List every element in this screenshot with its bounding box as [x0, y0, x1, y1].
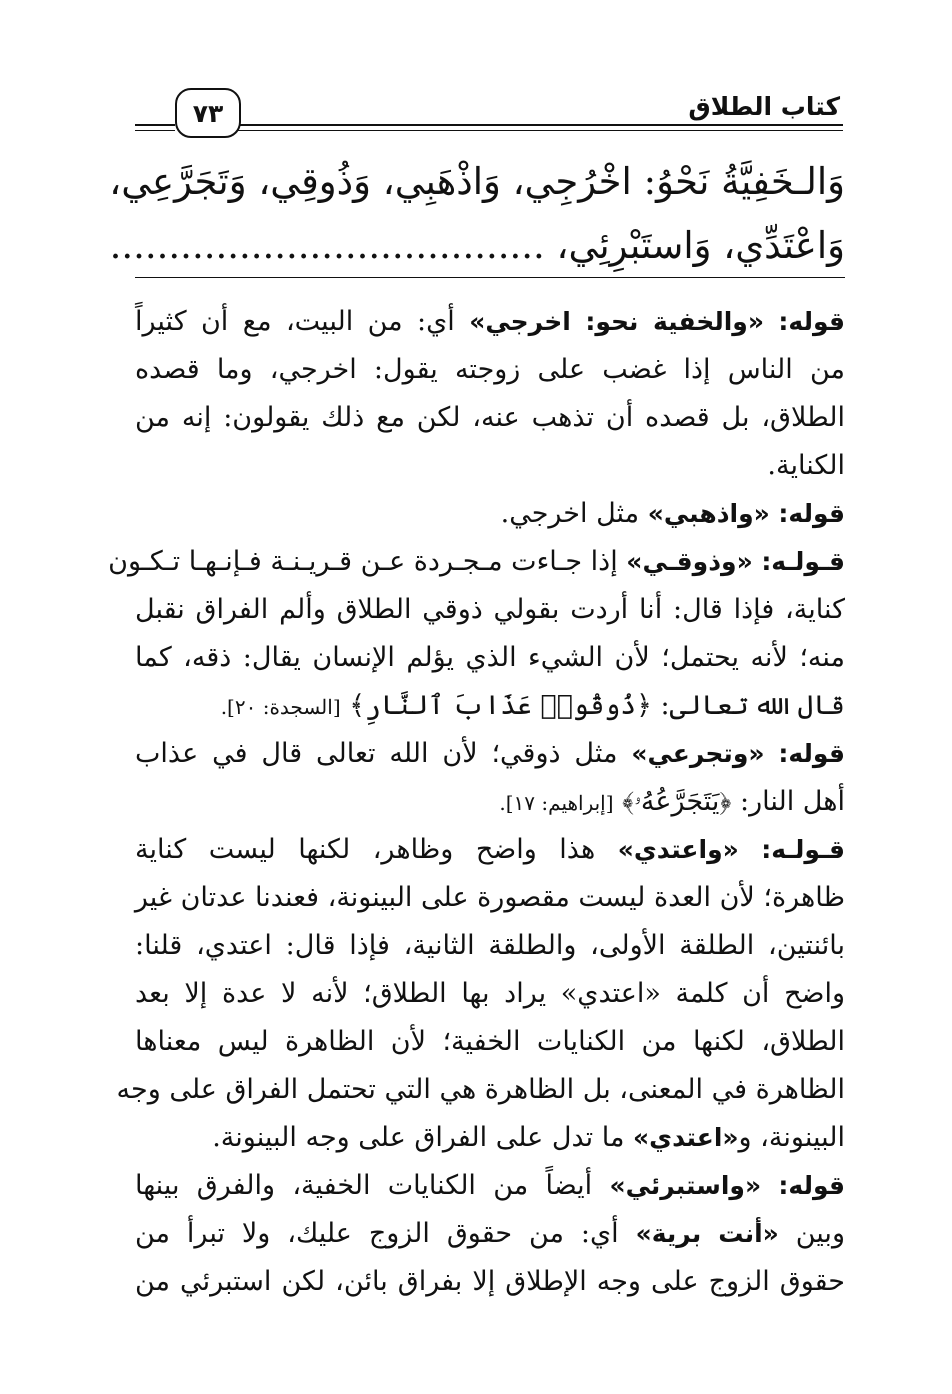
- quoted-term: «واذهبي»: [647, 499, 770, 528]
- line-text: مثل ذوقي؛ لأن الله تعالى قال في عذاب: [135, 738, 618, 769]
- line-text: قال الله تعالى:: [660, 690, 845, 721]
- quoted-term: «وتجرعي»: [631, 739, 765, 768]
- text-line: بائنتين، الطلقة الأولى، والطلقة الثانية، فإذا قال: اعتدي، قلنا:: [135, 930, 845, 961]
- line-text: أي: من حقوق الزوج عليك، ولا تبرأ من: [135, 1218, 619, 1249]
- text-line: [135, 298, 845, 346]
- text-line: كناية، فإذا قال: أنا أردت بقولي ذوقي الطلاق وألم الفراق نقبل: [135, 594, 845, 625]
- quoted-term: «والخفية نحو: اخرجي»: [469, 307, 764, 336]
- line-text: أيضاً من الكنايات الخفية، والفرق بينها: [135, 1170, 593, 1201]
- commentary-paragraph: [116, 826, 845, 1162]
- text-line: [135, 1162, 845, 1210]
- quoted-term: «اعتدي»: [633, 1123, 739, 1152]
- text-line: [108, 538, 845, 586]
- line-text: إذا جـاءت مـجـردة عـن قـريـنـة فـإنـهـا تـكـون: [108, 546, 618, 577]
- text-line: حقوق الزوج على وجه الإطلاق إلا بفراق بائن، لكن استبرئي من: [135, 1266, 845, 1297]
- text-line: واضح أن كلمة «اعتدي» يراد بها الطلاق؛ لأنه لا عدة إلا بعد: [135, 978, 845, 1009]
- text-line: من الناس إذا غضب على زوجته يقول: اخرجي، وما قصده: [135, 354, 845, 385]
- matn-divider: [135, 277, 845, 278]
- header-rule-right-top: [237, 124, 843, 126]
- keyword-qawluhu: قـولـه:: [761, 835, 845, 864]
- text-line: الطلاق، بل قصده أن تذهب عنه، لكن مع ذلك يقولون: إنه من: [135, 402, 845, 433]
- line-text: ما تدل على الفراق على وجه البينونة.: [212, 1122, 625, 1153]
- text-line: [135, 682, 845, 730]
- keyword-qawluhu: قوله:: [778, 1171, 845, 1200]
- quoted-term: «واستبرئي»: [609, 1171, 762, 1200]
- verse-reference: [إبراهيم: ١٧].: [499, 791, 614, 815]
- page-number: ٧٣: [175, 88, 241, 138]
- line-text: مثل اخرجي.: [500, 498, 640, 529]
- quoted-term: «واعتدي»: [617, 835, 739, 864]
- keyword-qawluhu: قـولـه:: [761, 547, 845, 576]
- matn-line-2: [109, 216, 845, 276]
- commentary-paragraph: [108, 538, 845, 730]
- line-text: هذا واضح وظاهر، لكنها ليست كناية: [135, 834, 596, 865]
- text-line: الظاهرة في المعنى، بل الظاهرة هي التي تحتمل الفراق على وجه: [116, 1074, 845, 1105]
- text-line: [135, 778, 845, 826]
- text-line: الكناية.: [767, 450, 845, 481]
- commentary-paragraph: [135, 298, 845, 490]
- header-rule-left-top: [135, 124, 175, 126]
- line-text: وبين: [795, 1218, 845, 1249]
- text-line: [135, 1210, 845, 1258]
- quoted-term: «أنت برية»: [635, 1219, 779, 1248]
- keyword-qawluhu: قوله:: [778, 307, 845, 336]
- commentary-paragraph: [135, 490, 845, 538]
- line-text: البينونة، و: [738, 1122, 845, 1153]
- book-title: كتاب الطلاق: [688, 92, 840, 121]
- line-text: أي: من البيت، مع أن كثيراً: [135, 306, 455, 337]
- commentary-paragraph: [135, 1162, 845, 1306]
- text-line: [135, 826, 845, 874]
- text-line: ظاهرة؛ لأن العدة ليست مقصورة على البينونة، فعندنا عدتان غير: [134, 882, 845, 913]
- quran-verse: ﴿يَتَجَرَّعُهُۥ﴾: [622, 786, 732, 817]
- text-line: منه؛ لأنه يحتمل؛ لأن الشيء الذي يؤلم الإنسان يقال: ذقه، كما: [135, 642, 845, 673]
- text-line: الطلاق، لكنها من الكنايات الخفية؛ لأن الظاهرة ليس معناها: [135, 1026, 845, 1057]
- matn-dots: .....................................: [109, 224, 545, 267]
- commentary-paragraph: [135, 730, 845, 826]
- text-line: [135, 1114, 845, 1162]
- keyword-qawluhu: قوله:: [778, 499, 845, 528]
- quoted-term: «وذوقـي»: [626, 547, 753, 576]
- verse-reference: [السجدة: ٢٠].: [220, 695, 341, 719]
- matn-line-2-text: وَاعْتَدِّي، وَاستَبْرِئِي،: [556, 224, 845, 267]
- line-text: أهل النار:: [739, 786, 845, 817]
- header-rule-right-bottom: [237, 130, 843, 131]
- header-rule-left-bottom: [135, 130, 175, 131]
- quran-verse: ﴿ذُوقُوا۟ عَذَابَ ٱلنَّارِ﴾: [349, 690, 652, 721]
- keyword-qawluhu: قوله:: [778, 739, 845, 768]
- text-line: [135, 730, 845, 778]
- text-line: [135, 490, 845, 538]
- matn-line-1: وَالـخَفِيَّةُ نَحْوُ: اخْرُجِي، وَاذْهَبِي، وَذُوقِي، وَتَجَرَّعِي،: [109, 160, 845, 203]
